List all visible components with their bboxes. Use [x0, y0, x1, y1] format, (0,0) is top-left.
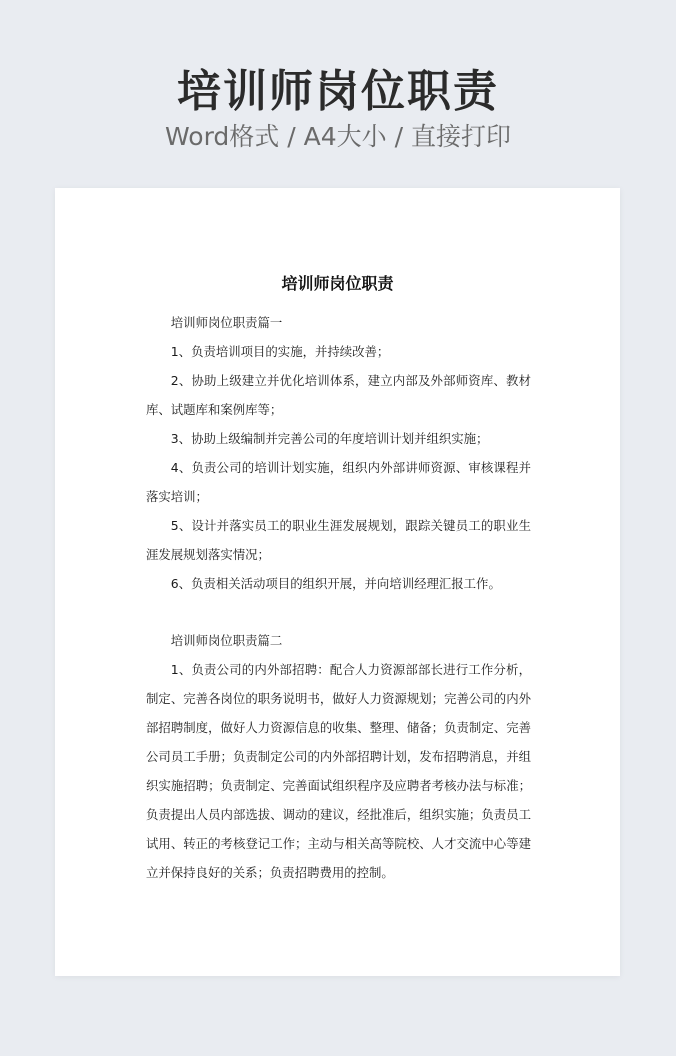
list-item: 5、设计并落实员工的职业生涯发展规划，跟踪关键员工的职业生涯发展规划落实情况； — [146, 518, 531, 562]
document-page — [55, 188, 620, 976]
section-spacer — [146, 598, 531, 626]
list-item: 2、协助上级建立并优化培训体系，建立内部及外部师资库、教材库、试题库和案例库等； — [146, 373, 531, 417]
list-item: 1、负责公司的内外部招聘：配合人力资源部部长进行工作分析，制定、完善各岗位的职务说明书，做好人力资源规划；完善公司的内外部招聘制度，做好人力资源信息的收集、整理、储备；负责制定、完善公司员工手册；负责制定公司的内外部招聘计划，发布招聘消息，并组织实施招聘；负责制定、完善面试组织程序及应聘者考核办法与标准；负责提出人员内部选拔、调动的建议，经批准后，组织实施；负责员工试用、转正的考核登记工作；主动与相关高等院校、人才交流中心等建立并保持良好的关系；负责招聘费用的控制。 — [146, 662, 531, 880]
section-heading: 培训师岗位职责篇一 — [170, 315, 283, 330]
list-item: 4、负责公司的培训计划实施，组织内外部讲师资源、审核课程并落实培训； — [146, 460, 531, 504]
page-title: 培训师岗位职责 — [177, 66, 499, 117]
list-item: 3、协助上级编制并完善公司的年度培训计划并组织实施； — [170, 431, 489, 446]
page-subtitle: Word格式 / A4大小 / 直接打印 — [165, 122, 511, 151]
list-item: 6、负责相关活动项目的组织开展，并向培训经理汇报工作。 — [170, 576, 501, 591]
section-heading: 培训师岗位职责篇二 — [170, 633, 283, 648]
list-item: 1、负责培训项目的实施，并持续改善； — [170, 344, 390, 359]
document-body — [146, 308, 531, 887]
document-title: 培训师岗位职责 — [281, 274, 394, 293]
